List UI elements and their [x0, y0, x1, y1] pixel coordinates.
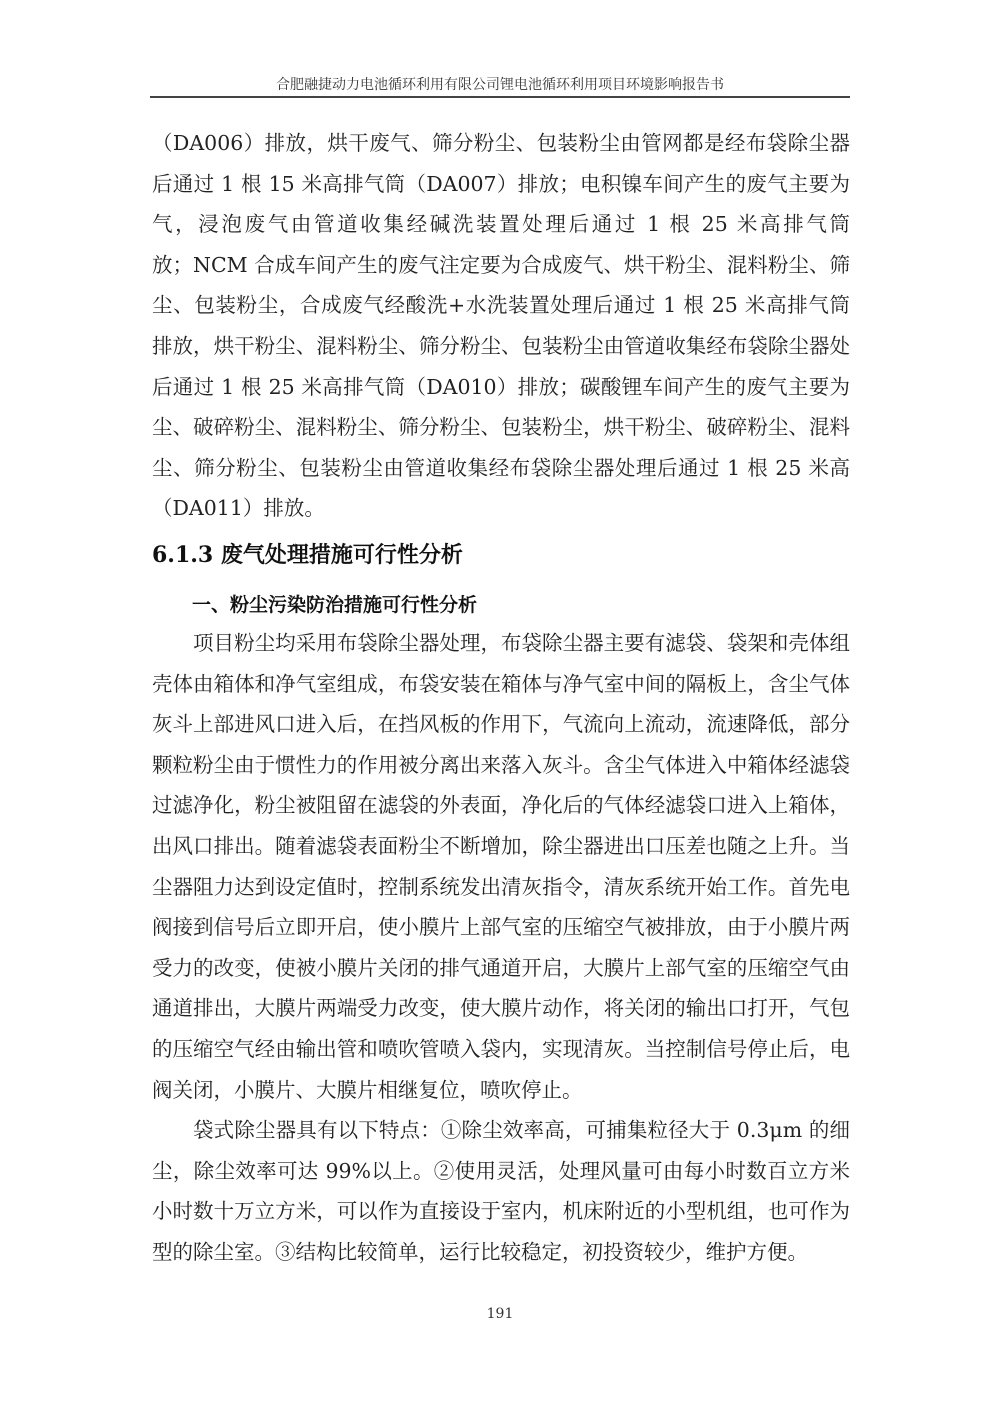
text-line: 尘、筛分粉尘、包装粉尘由管道收集经布袋除尘器处理后通过 1 根 25 米高: [152, 455, 850, 480]
section-heading: 6.1.3 废气处理措施可行性分析: [152, 542, 463, 568]
text-line: （DA006）排放，烘干废气、筛分粉尘、包装粉尘由管网都是经布袋除尘器: [152, 131, 850, 155]
text-line: 的压缩空气经由输出管和喷吹管喷入袋内，实现清灰。当控制信号停止后，电: [152, 1036, 850, 1061]
text-line: 尘器阻力达到设定值时，控制系统发出清灰指令，清灰系统开始工作。首先电: [152, 874, 850, 899]
subsection-heading: 一、粉尘污染防治措施可行性分析: [192, 594, 478, 616]
text-line: 通道排出，大膜片两端受力改变，使大膜片动作，将关闭的输出口打开，气包: [152, 996, 850, 1021]
paragraph-emissions: [152, 123, 850, 529]
text-line: 阀接到信号后立即开启，使小膜片上部气室的压缩空气被排放，由于小膜片两: [152, 915, 850, 940]
text-line: 尘，除尘效率可达 99%以上。②使用灵活，处理风量可由每小时数百立方米: [152, 1158, 850, 1183]
running-header: 合肥融捷动力电池循环利用有限公司锂电池循环利用项目环境影响报告书: [276, 77, 724, 93]
text-line: 排放，烘干粉尘、混料粉尘、筛分粉尘、包装粉尘由管道收集经布袋除尘器处: [152, 333, 850, 358]
text-line: 尘、包装粉尘，合成废气经酸洗+水洗装置处理后通过 1 根 25 米高排气筒: [152, 293, 850, 318]
text-line: 过滤净化，粉尘被阻留在滤袋的外表面，净化后的气体经滤袋口进入上箱体，: [152, 793, 850, 818]
text-line: 袋式除尘器具有以下特点：①除尘效率高，可捕集粒径大于 0.3μm 的细: [193, 1118, 850, 1142]
text-line: 放；NCM 合成车间产生的废气注定要为合成废气、烘干粉尘、混料粉尘、筛: [152, 252, 850, 277]
page-number: 191: [486, 1306, 514, 1322]
paragraph-features: [152, 1110, 850, 1272]
text-line: 出风口排出。随着滤袋表面粉尘不断增加，除尘器进出口压差也随之上升。当: [152, 833, 850, 858]
text-line: （DA011）排放。: [152, 496, 325, 521]
text-line: 阀关闭，小膜片、大膜片相继复位，喷吹停止。: [152, 1077, 583, 1102]
text-line: 受力的改变，使被小膜片关闭的排气通道开启，大膜片上部气室的压缩空气由: [152, 955, 850, 980]
header-rule: [150, 96, 850, 98]
text-line: 后通过 1 根 25 米高排气筒（DA010）排放；碳酸锂车间产生的废气主要为: [152, 374, 850, 399]
text-line: 项目粉尘均采用布袋除尘器处理，布袋除尘器主要有滤袋、袋架和壳体组: [193, 631, 850, 655]
text-line: 尘、破碎粉尘、混料粉尘、筛分粉尘、包装粉尘，烘干粉尘、破碎粉尘、混料: [152, 415, 850, 440]
paragraph-bag-filter: [152, 623, 850, 1110]
text-line: 灰斗上部进风口进入后，在挡风板的作用下，气流向上流动，流速降低，部分: [152, 712, 850, 737]
text-line: 后通过 1 根 15 米高排气筒（DA007）排放；电积镍车间产生的废气主要为: [152, 171, 850, 196]
text-line: 型的除尘室。③结构比较简单，运行比较稳定，初投资较少，维护方便。: [152, 1239, 808, 1264]
text-line: 小时数十万立方米，可以作为直接设于室内，机床附近的小型机组，也可作为: [152, 1199, 850, 1224]
text-line: 气，浸泡废气由管道收集经碱洗装置处理后通过 1 根 25 米高排气筒: [152, 212, 850, 237]
text-line: 颗粒粉尘由于惯性力的作用被分离出来落入灰斗。含尘气体进入中箱体经滤袋: [152, 752, 850, 777]
text-line: 壳体由箱体和净气室组成，布袋安装在箱体与净气室中间的隔板上，含尘气体: [152, 671, 850, 696]
